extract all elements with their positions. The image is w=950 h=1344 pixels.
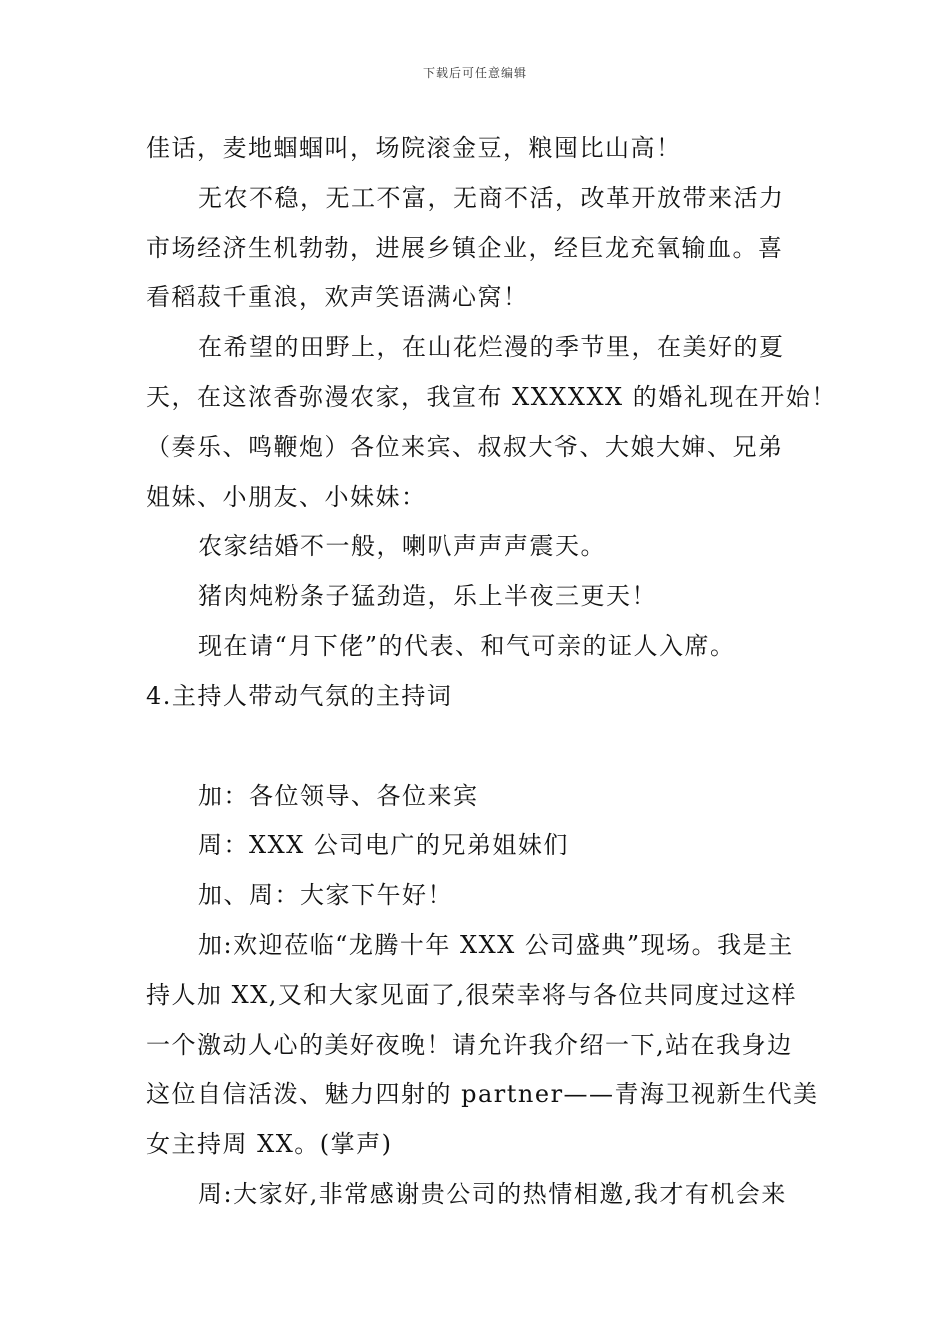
text-line-17: 加:欢迎莅临“龙腾十年 XXX 公司盛典”现场。我是主 [198, 930, 794, 959]
text-line-1: 佳话，麦地蝈蝈叫，场院滚金豆，粮囤比山高！ [146, 134, 682, 162]
text-line-3: 市场经济生机勃勃，进展乡镇企业，经巨龙充氧输血。喜 [146, 233, 784, 262]
text-line-15: 周：XXX 公司电广的兄弟姐妹们 [198, 831, 569, 860]
text-line-20: 这位自信活泼、魅力四射的 partner——青海卫视新生代美 [146, 1080, 819, 1109]
text-line-2: 无农不稳，无工不富，无商不活，改革开放带来活力 [198, 183, 785, 212]
text-line-8: 姐妹、小朋友、小妹妹： [146, 482, 427, 511]
text-line-7: （奏乐、鸣鞭炮）各位来宾、叔叔大爷、大娘大婶、兄弟 [146, 432, 784, 461]
text-line-6: 天，在这浓香弥漫农家，我宣布 XXXXXX 的婚礼现在开始！ [146, 382, 837, 411]
page-header: 下载后可任意编辑 [422, 66, 527, 80]
text-line-16: 加、周：大家下午好！ [198, 881, 453, 910]
text-line-4: 看稻菽千重浪，欢声笑语满心窝！ [146, 283, 529, 312]
text-line-9: 农家结婚不一般，喇叭声声声震天。 [198, 532, 606, 561]
document-body [146, 124, 837, 1220]
text-line-19: 一个激动人心的美好夜晚！请允许我介绍一下,站在我身边 [146, 1030, 793, 1059]
blank-line [146, 722, 810, 772]
text-line-5: 在希望的田野上，在山花烂漫的季节里，在美好的夏 [198, 333, 785, 362]
text-line-18: 持人加 XX,又和大家见面了,很荣幸将与各位共同度过这样 [146, 980, 798, 1009]
text-line-22: 周:大家好,非常感谢贵公司的热情相邀,我才有机会来 [198, 1179, 787, 1208]
section-heading: 4.主持人带动气氛的主持词 [146, 681, 453, 710]
text-line-14: 加：各位领导、各位来宾 [198, 781, 479, 810]
text-line-21: 女主持周 XX。(掌声) [146, 1130, 393, 1159]
text-line-10: 猪肉炖粉条子猛劲造，乐上半夜三更天！ [198, 582, 657, 611]
text-line-11: 现在请“月下佬”的代表、和气可亲的证人入席。 [198, 631, 736, 660]
